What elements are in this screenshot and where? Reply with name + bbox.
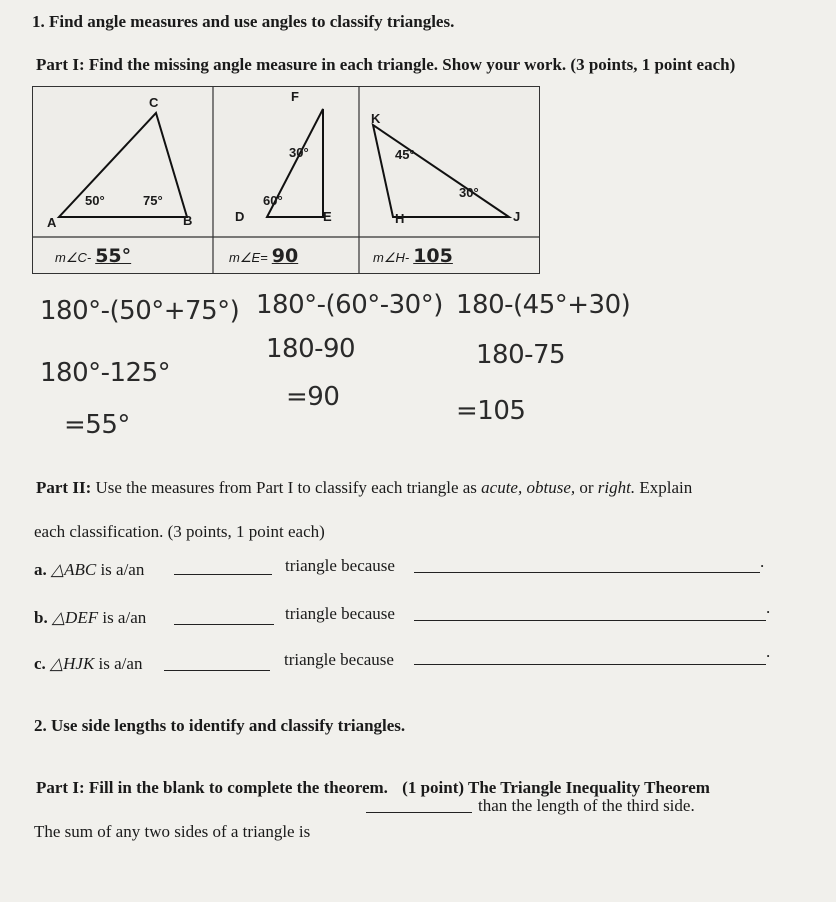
answer-c-value[interactable]: 55° <box>95 245 132 267</box>
angle-j-value: 30° <box>459 185 479 200</box>
item-a-prefix <box>34 560 144 580</box>
q2-sentence-end: than the length of the third side. <box>478 796 695 815</box>
item-b-type-blank[interactable] <box>174 624 274 625</box>
item-b-triangle: △DEF <box>51 608 99 627</box>
part2-acute: acute, <box>481 478 523 497</box>
work-c-line-1: 180°-(50°+75°) <box>40 296 240 326</box>
part2-explain: Explain <box>639 478 693 497</box>
triangle-hjk <box>373 125 509 217</box>
part2-or: or <box>579 478 594 497</box>
angle-b-value: 75° <box>143 193 163 208</box>
item-a-period: . <box>760 552 765 571</box>
vertex-d-label: D <box>235 209 245 224</box>
answer-h-value[interactable]: 105 <box>413 245 453 267</box>
vertex-a-label: A <box>47 215 57 230</box>
answer-c-cell <box>55 245 131 267</box>
q2-part1-text: Fill in the blank to complete the theorem. <box>88 778 388 797</box>
q2-theorem-blank[interactable] <box>366 812 472 813</box>
answer-e-label: m∠E= <box>229 250 268 265</box>
vertex-b-label: B <box>183 213 193 228</box>
vertex-h-label: H <box>395 211 405 226</box>
item-c-type-blank[interactable] <box>164 670 270 671</box>
answer-h-cell <box>373 245 453 267</box>
item-b-is-an: is a/an <box>102 608 147 627</box>
angle-k-value: 45° <box>395 147 415 162</box>
work-e-line-2: 180-90 <box>266 334 356 364</box>
answer-c-label: m∠C- <box>55 250 92 265</box>
item-c-prefix <box>34 654 142 674</box>
question-2-title: 2. Use side lengths to identify and classify triangles. <box>34 716 406 735</box>
vertex-j-label: J <box>513 209 521 224</box>
item-c-because: triangle because <box>284 650 394 669</box>
q2-sentence-start: The sum of any two sides of a triangle is <box>34 822 311 841</box>
answer-h-label: m∠H- <box>373 250 410 265</box>
item-c-triangle: △HJK <box>50 654 95 673</box>
item-c-period: . <box>766 642 771 661</box>
vertex-k-label: K <box>371 111 381 126</box>
part2-label: Part II: <box>36 478 92 497</box>
part2-obtuse: obtuse, <box>526 478 576 497</box>
item-a-triangle: △ABC <box>51 560 97 579</box>
triangle-abc <box>59 113 187 217</box>
q2-part1-label: Part I: <box>36 778 85 797</box>
item-c-is-an: is a/an <box>98 654 143 673</box>
item-a-is-an: is a/an <box>100 560 145 579</box>
angle-d-value: 60° <box>263 193 283 208</box>
vertex-c-label: C <box>149 95 159 110</box>
item-b-because: triangle because <box>285 604 395 623</box>
vertex-e-label: E <box>323 209 332 224</box>
part1-text: Find the missing angle measure in each triangle. Show your work. (3 points, 1 point each) <box>88 55 736 74</box>
item-a-reason-blank[interactable] <box>414 572 760 573</box>
work-e-line-1: 180°-(60°-30°) <box>256 290 443 320</box>
angle-f-value: 30° <box>289 145 309 160</box>
item-b-prefix <box>34 608 146 628</box>
part1-label: Part I: <box>36 55 85 74</box>
item-c-reason-blank[interactable] <box>414 664 766 665</box>
work-h-line-3: =105 <box>456 396 526 426</box>
answer-e-cell <box>229 245 298 267</box>
part2-text-2: each classification. (3 points, 1 point each) <box>34 522 325 541</box>
part2-instructions-line-1 <box>36 478 692 498</box>
item-a-type-blank[interactable] <box>174 574 272 575</box>
part2-text-1: Use the measures from Part I to classify each triangle as <box>95 478 477 497</box>
item-a-because: triangle because <box>285 556 395 575</box>
part1-instructions <box>36 55 735 75</box>
item-b-label: b. <box>34 608 48 627</box>
item-c-label: c. <box>34 654 46 673</box>
item-a-label: a. <box>34 560 47 579</box>
question-1-title: 1. Find angle measures and use angles to classify triangles. <box>32 12 455 31</box>
part2-right: right. <box>597 478 636 497</box>
work-e-line-3: =90 <box>286 382 340 412</box>
item-b-period: . <box>766 598 771 617</box>
triangle-panel <box>32 86 540 274</box>
vertex-f-label: F <box>291 89 299 104</box>
work-c-line-3: =55° <box>64 410 130 440</box>
work-c-line-2: 180°-125° <box>40 358 171 388</box>
work-h-line-2: 180-75 <box>476 340 566 370</box>
q2-points-theorem: (1 point) The Triangle Inequality Theorem <box>402 778 710 797</box>
angle-a-value: 50° <box>85 193 105 208</box>
work-h-line-1: 180-(45°+30) <box>456 290 631 320</box>
item-b-reason-blank[interactable] <box>414 620 766 621</box>
q2-part1-line <box>36 778 710 798</box>
answer-e-value[interactable]: 90 <box>271 245 299 267</box>
